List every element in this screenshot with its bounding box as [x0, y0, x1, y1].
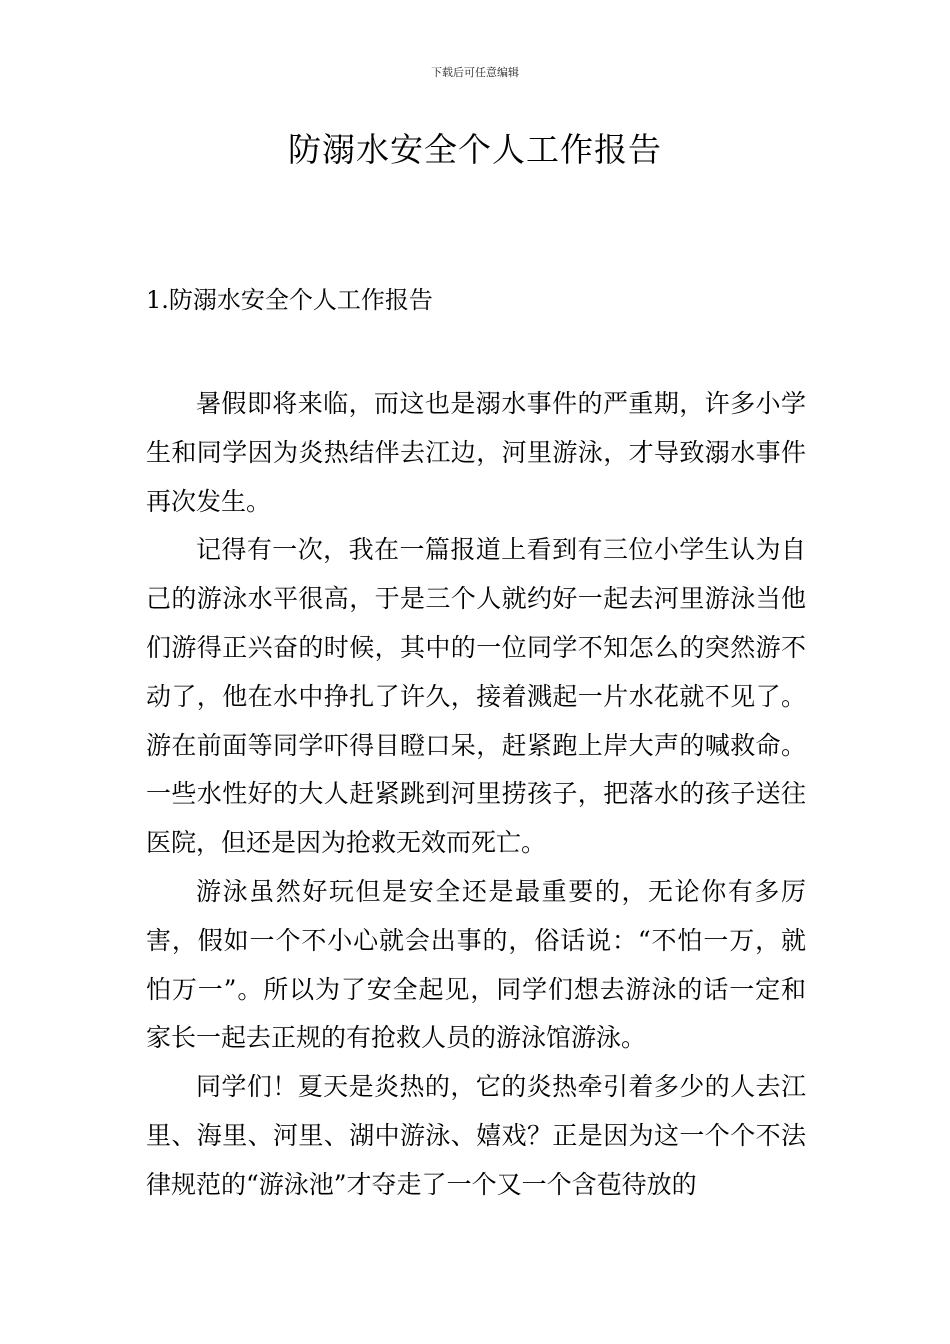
document-title: 防溺水安全个人工作报告 [288, 130, 662, 169]
paragraph-2: 记得有一次，我在一篇报道上看到有三位小学生认为自己的游泳水平很高，于是三个人就约好一起去河里游泳当他们游得正兴奋的时候，其中的一位同学不知怎么的突然游不动了，他在水中挣扎了许久，接着溅起一片水花就不见了。游在前面等同学吓得目瞪口呆，赶紧跑上岸大声的喊救命。一些水性好的大人赶紧跳到河里捞孩子，把落水的孩子送往医院，但还是因为抢救无效而死亡。 [146, 535, 806, 858]
page-header-note: 下载后可任意编辑 [431, 66, 519, 79]
paragraph-4: 同学们！夏天是炎热的，它的炎热牵引着多少的人去江里、海里、河里、湖中游泳、嬉戏？正是因为这一个个不法律规范的“游泳池”才夺走了一个又一个含苞待放的 [146, 1072, 806, 1199]
document-body [146, 380, 806, 1210]
paragraph-3: 游泳虽然好玩但是安全还是最重要的，无论你有多厉害，假如一个不小心就会出事的，俗话说：“不怕一万，就怕万一”。所以为了安全起见，同学们想去游泳的话一定和家长一起去正规的有抢救人员的游泳馆游泳。 [146, 876, 806, 1053]
section-heading: 1.防溺水安全个人工作报告 [146, 286, 433, 314]
paragraph-1: 暑假即将来临，而这也是溺水事件的严重期，许多小学生和同学因为炎热结伴去江边，河里游泳，才导致溺水事件再次发生。 [146, 389, 806, 516]
